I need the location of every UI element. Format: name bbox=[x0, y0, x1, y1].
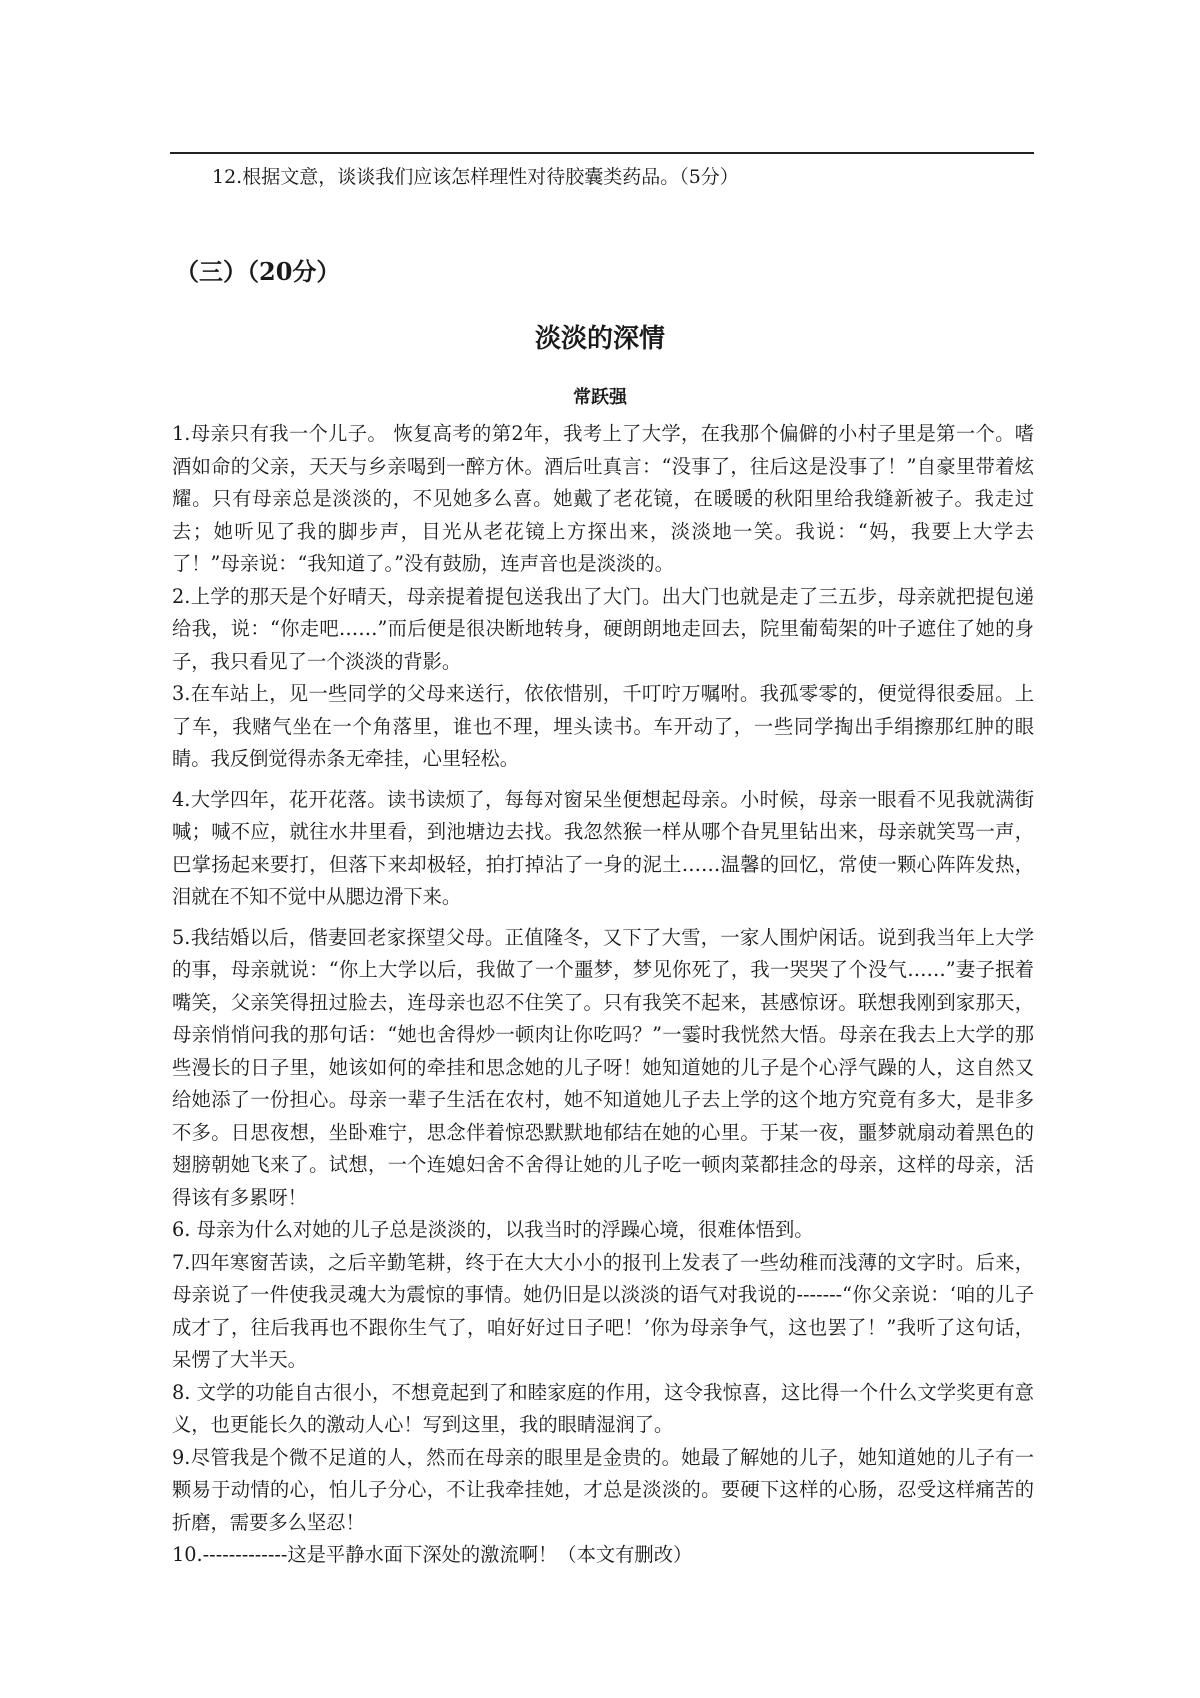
paragraph-4: 4.大学四年，花开花落。读书读烦了，每每对窗呆坐便想起母亲。小时候，母亲一眼看不见我就满街喊；喊不应，就往水井里看，到池塘边去找。我忽然猴一样从哪个旮旯里钻出来，母亲就笑骂一声，巴掌扬起来要打，但落下来却极轻，拍打掉沾了一身的泥土……温馨的回忆，常使一颗心阵阵发热，泪就在不知不觉中从腮边滑下来。 bbox=[172, 787, 1034, 908]
paragraph-5: 5.我结婚以后，偕妻回老家探望父母。正值隆冬，又下了大雪，一家人围炉闲话。说到我当年上大学的事，母亲就说：“你上大学以后，我做了一个噩梦，梦见你死了，我一哭哭了个没气……”妻子抿着嘴笑，父亲笑得扭过脸去，连母亲也忍不住笑了。只有我笑不起来，甚感惊讶。联想我刚到家那天，母亲悄悄问我的那句话：“她也舍得炒一顿肉让你吃吗？”一霎时我恍然大悟。母亲在我去上大学的那些漫长的日子里，她该如何的牵挂和思念她的儿子呀！她知道她的儿子是个心浮气躁的人，这自然又给她添了一份担心。母亲一辈子生活在农村，她不知道她儿子去上学的这个地方究竟有多大，是非多不多。日思夜想，坐卧难宁，思念伴着惊恐默默地郁结在她的心里。于某一夜，噩梦就扇动着黑色的翅膀朝她飞来了。试想，一个连媳妇舍不舍得让她的儿子吃一顿肉菜都挂念的母亲，这样的母亲，活得该有多累呀！ bbox=[172, 925, 1034, 1209]
paragraph-1: 1.母亲只有我一个儿子。 恢复高考的第2年，我考上了大学，在我那个偏僻的小村子里是第一个。嗜酒如命的父亲，天天与乡亲喝到一醉方休。酒后吐真言：“没事了，往后这是没事了！”自豪里带着炫耀。只有母亲总是淡淡的，不见她多么喜。她戴了老花镜，在暖暖的秋阳里给我缝新被子。我走过去；她听见了我的脚步声，目光从老花镜上方探出来，淡淡地一笑。我说：“妈，我要上大学去了！”母亲说：“我知道了。”没有鼓励，连声音也是淡淡的。 bbox=[172, 422, 1034, 575]
paragraph-2: 2.上学的那天是个好晴天，母亲提着提包送我出了大门。出大门也就是走了三五步，母亲就把提包递给我，说：“你走吧……”而后便是很决断地转身，硬朗朗地走回去，院里葡萄架的叶子遮住了她的身子，我只看见了一个淡淡的背影。 bbox=[172, 584, 1034, 673]
article-title: 淡淡的深情 bbox=[534, 324, 665, 354]
paragraph-10: 10.-------------这是平静水面下深处的激流啊！（本文有删改） bbox=[172, 1543, 693, 1566]
question-12: 12.根据文意，谈谈我们应该怎样理性对待胶囊类药品。（5分） bbox=[212, 166, 739, 188]
paragraph-7: 7.四年寒窗苦读，之后辛勤笔耕，终于在大大小小的报刊上发表了一些幼稚而浅薄的文字时。后来，母亲说了一件使我灵魂大为震惊的事情。她仍旧是以淡淡的语气对我说的-------“你父亲说：‘咱的儿子成才了，往后我再也不跟你生气了，咱好好过日子吧！’你为母亲争气，这也罢了！”我听了这句话，呆愣了大半天。 bbox=[172, 1250, 1034, 1371]
section-heading: （三）（20分） bbox=[175, 257, 341, 286]
paragraph-9: 9.尽管我是个微不足道的人，然而在母亲的眼里是金贵的。她最了解她的儿子，她知道她的儿子有一颗易于动情的心，怕儿子分心，不让我牵挂她，才总是淡淡的。要硬下这样的心肠，忍受这样痛苦的折磨，需要多么坚忍！ bbox=[172, 1445, 1034, 1534]
paragraph-3: 3.在车站上，见一些同学的父母来送行，依依惜别，千叮咛万嘱咐。我孤零零的，便觉得很委屈。上了车，我赌气坐在一个角落里，谁也不理，埋头读书。车开动了，一些同学掏出手绢擦那红肿的眼睛。我反倒觉得赤条无牵挂，心里轻松。 bbox=[172, 682, 1034, 770]
top-divider bbox=[170, 152, 1034, 154]
paragraph-6: 6. 母亲为什么对她的儿子总是淡淡的，以我当时的浮躁心境，很难体悟到。 bbox=[172, 1218, 814, 1241]
paragraph-8: 8. 文学的功能自古很小，不想竟起到了和睦家庭的作用，这令我惊喜，这比得一个什么文学奖更有意义，也更能长久的激动人心！写到这里，我的眼睛湿润了。 bbox=[172, 1380, 1034, 1436]
article-body bbox=[172, 418, 1034, 1572]
article-author: 常跃强 bbox=[573, 387, 627, 408]
